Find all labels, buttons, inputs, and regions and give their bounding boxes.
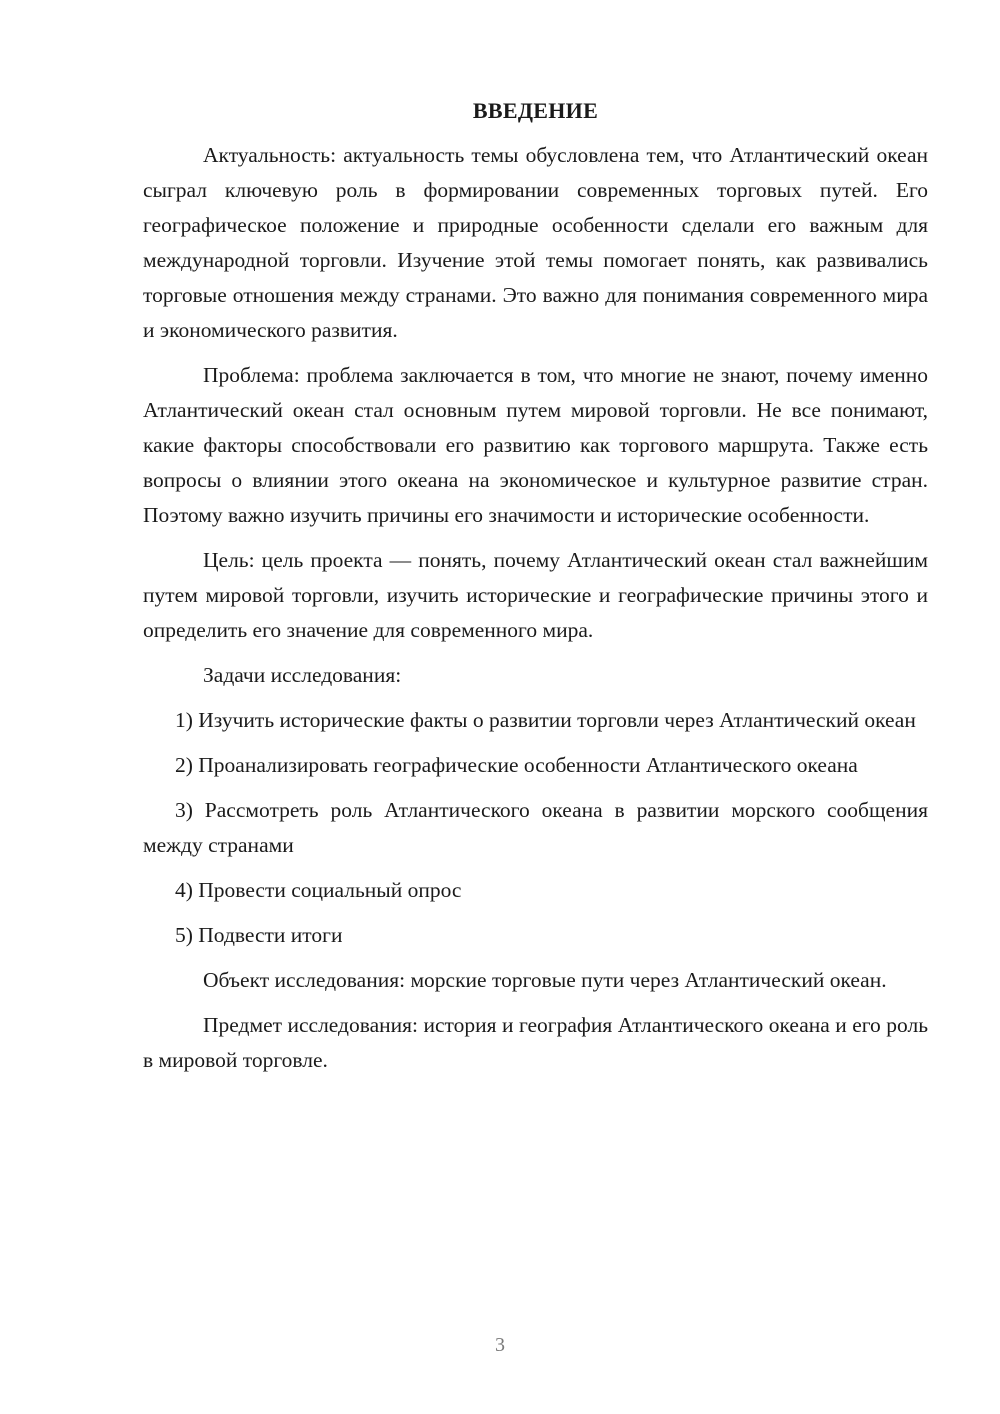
task-item-1: 1) Изучить исторические факты о развитии торговли через Атлантический океан bbox=[175, 708, 916, 732]
subject-paragraph: Предмет исследования: история и география Атлантического океана и его роль в мировой торговле. bbox=[143, 1013, 928, 1072]
page-title: ВВЕДЕНИЕ bbox=[472, 98, 599, 123]
tasks-heading: Задачи исследования: bbox=[203, 663, 402, 687]
relevance-paragraph: Актуальность: актуальность темы обусловлена тем, что Атлантический океан сыграл ключевую роль в формировании современных торговых путей. Его географическое положение и природные особенности сделали его важным для международной торговли. Изучение этой темы помогает понять, как развивались торговые отношения между странами. Это важно для понимания современного мира и экономического развития. bbox=[143, 143, 928, 342]
task-item-5: 5) Подвести итоги bbox=[175, 923, 343, 947]
task-item-3: 3) Рассмотреть роль Атлантического океана в развитии морского сообщения между странами bbox=[143, 798, 928, 857]
page-content bbox=[143, 96, 928, 1088]
page-number: 3 bbox=[495, 1334, 505, 1356]
goal-paragraph: Цель: цель проекта — понять, почему Атлантический океан стал важнейшим путем мировой торговли, изучить исторические и географические причины этого и определить его значение для современного мира. bbox=[143, 548, 928, 642]
object-paragraph: Объект исследования: морские торговые пути через Атлантический океан. bbox=[203, 968, 887, 992]
problem-paragraph: Проблема: проблема заключается в том, что многие не знают, почему именно Атлантический океан стал основным путем мировой торговли. Не все понимают, какие факторы способствовали его развитию как торгового маршрута. Также есть вопросы о влиянии этого океана на экономическое и культурное развитие стран. Поэтому важно изучить причины его значимости и исторические особенности. bbox=[143, 363, 928, 527]
task-item-2: 2) Проанализировать географические особенности Атлантического океана bbox=[175, 753, 858, 777]
task-item-4: 4) Провести социальный опрос bbox=[175, 878, 462, 902]
